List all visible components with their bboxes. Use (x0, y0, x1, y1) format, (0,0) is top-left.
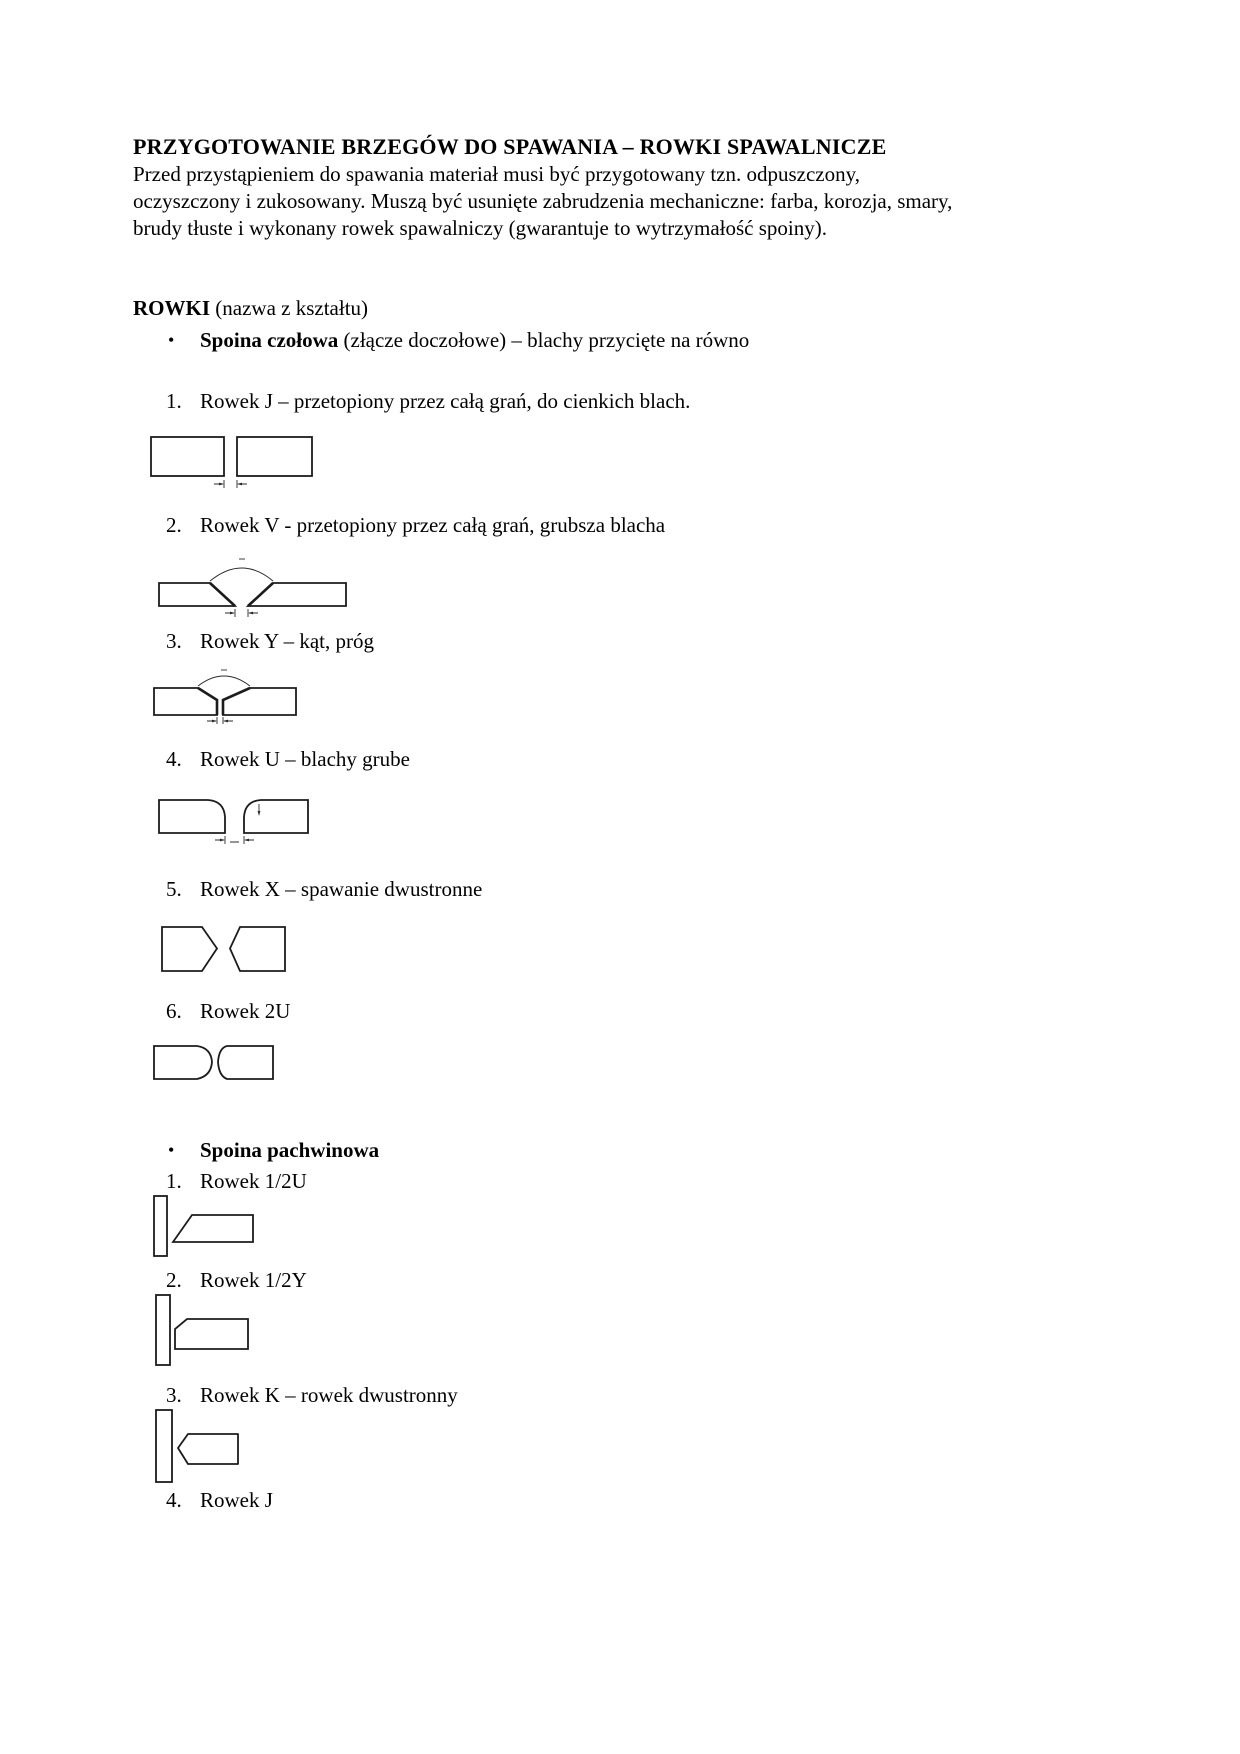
list-number: 6. (166, 999, 182, 1023)
bullet-icon: • (168, 1140, 175, 1160)
bullet-icon: • (168, 330, 175, 350)
list-item-text: Rowek V - przetopiony przez całą grań, grubsza blacha (200, 513, 666, 537)
list-item-rowek-half-y (133, 1267, 1240, 1294)
section-heading-bold: ROWKI (133, 296, 211, 320)
list-item-rowek-half-u (133, 1168, 1240, 1195)
list-item-rowek-2u (133, 998, 1240, 1025)
list-item-text: Rowek J – przetopiony przez całą grań, do cienkich blach. (200, 389, 691, 413)
list-number: 4. (166, 1488, 182, 1512)
list-item-rowek-u (133, 746, 1240, 773)
list-item-rowek-x (133, 876, 1240, 903)
list-item-rowek-j (133, 388, 1240, 415)
rowek-x-diagram (161, 926, 287, 972)
page-title: PRZYGOTOWANIE BRZEGÓW DO SPAWANIA – ROWKI SPAWALNICZE (133, 134, 887, 159)
rowek-u-diagram (158, 792, 313, 850)
list-number: 1. (166, 389, 182, 413)
rowek-2u-diagram (153, 1045, 275, 1080)
bullet-item-text (200, 327, 749, 354)
list-number: 1. (166, 1169, 182, 1193)
list-item-text: Rowek 1/2Y (200, 1268, 307, 1292)
list-item-text: Rowek K – rowek dwustronny (200, 1383, 458, 1407)
list-item-text: Rowek X – spawanie dwustronne (200, 877, 483, 901)
list-number: 2. (166, 513, 182, 537)
list-item-text: Rowek Y – kąt, próg (200, 629, 374, 653)
list-item-rowek-y (133, 628, 1240, 655)
bullet-item-fillet-weld (133, 1137, 1240, 1164)
list-number: 5. (166, 877, 182, 901)
rowek-half-u-diagram (153, 1195, 258, 1259)
list-number: 4. (166, 747, 182, 771)
rowek-half-y-diagram (155, 1294, 253, 1367)
rowek-k-diagram (155, 1409, 243, 1484)
section-heading (133, 295, 1240, 322)
list-item-text: Rowek 2U (200, 999, 291, 1023)
list-item-text: Rowek 1/2U (200, 1169, 307, 1193)
list-number: 3. (166, 629, 182, 653)
bullet-item-rest: (złącze doczołowe) – blachy przycięte na równo (338, 328, 750, 352)
bullet-item-bold: Spoina czołowa (200, 328, 339, 352)
list-number: 2. (166, 1268, 182, 1292)
rowek-j-diagram (150, 436, 335, 498)
list-item-rowek-j-fillet (133, 1487, 1240, 1514)
bullet-item-butt-weld (133, 327, 1240, 354)
bullet-item-bold: Spoina pachwinowa (200, 1138, 380, 1162)
intro-paragraph: Przed przystąpieniem do spawania materiał musi być przygotowany tzn. odpuszczony, oczyszczony i zukosowany. Muszą być usunięte zabrudzenia mechaniczne: farba, korozja, smary, brudy tłuste i wykonany rowek spawalniczy (gwarantuje to wytrzymałość spoiny). (133, 162, 953, 240)
rowek-v-diagram (158, 553, 348, 625)
list-number: 3. (166, 1383, 182, 1407)
list-item-rowek-k (133, 1382, 1240, 1409)
rowek-y-diagram (153, 666, 298, 730)
section-heading-rest: (nazwa z kształtu) (210, 296, 369, 320)
list-item-text: Rowek U – blachy grube (200, 747, 410, 771)
list-item-rowek-v (133, 512, 1240, 539)
list-item-text: Rowek J (200, 1488, 273, 1512)
